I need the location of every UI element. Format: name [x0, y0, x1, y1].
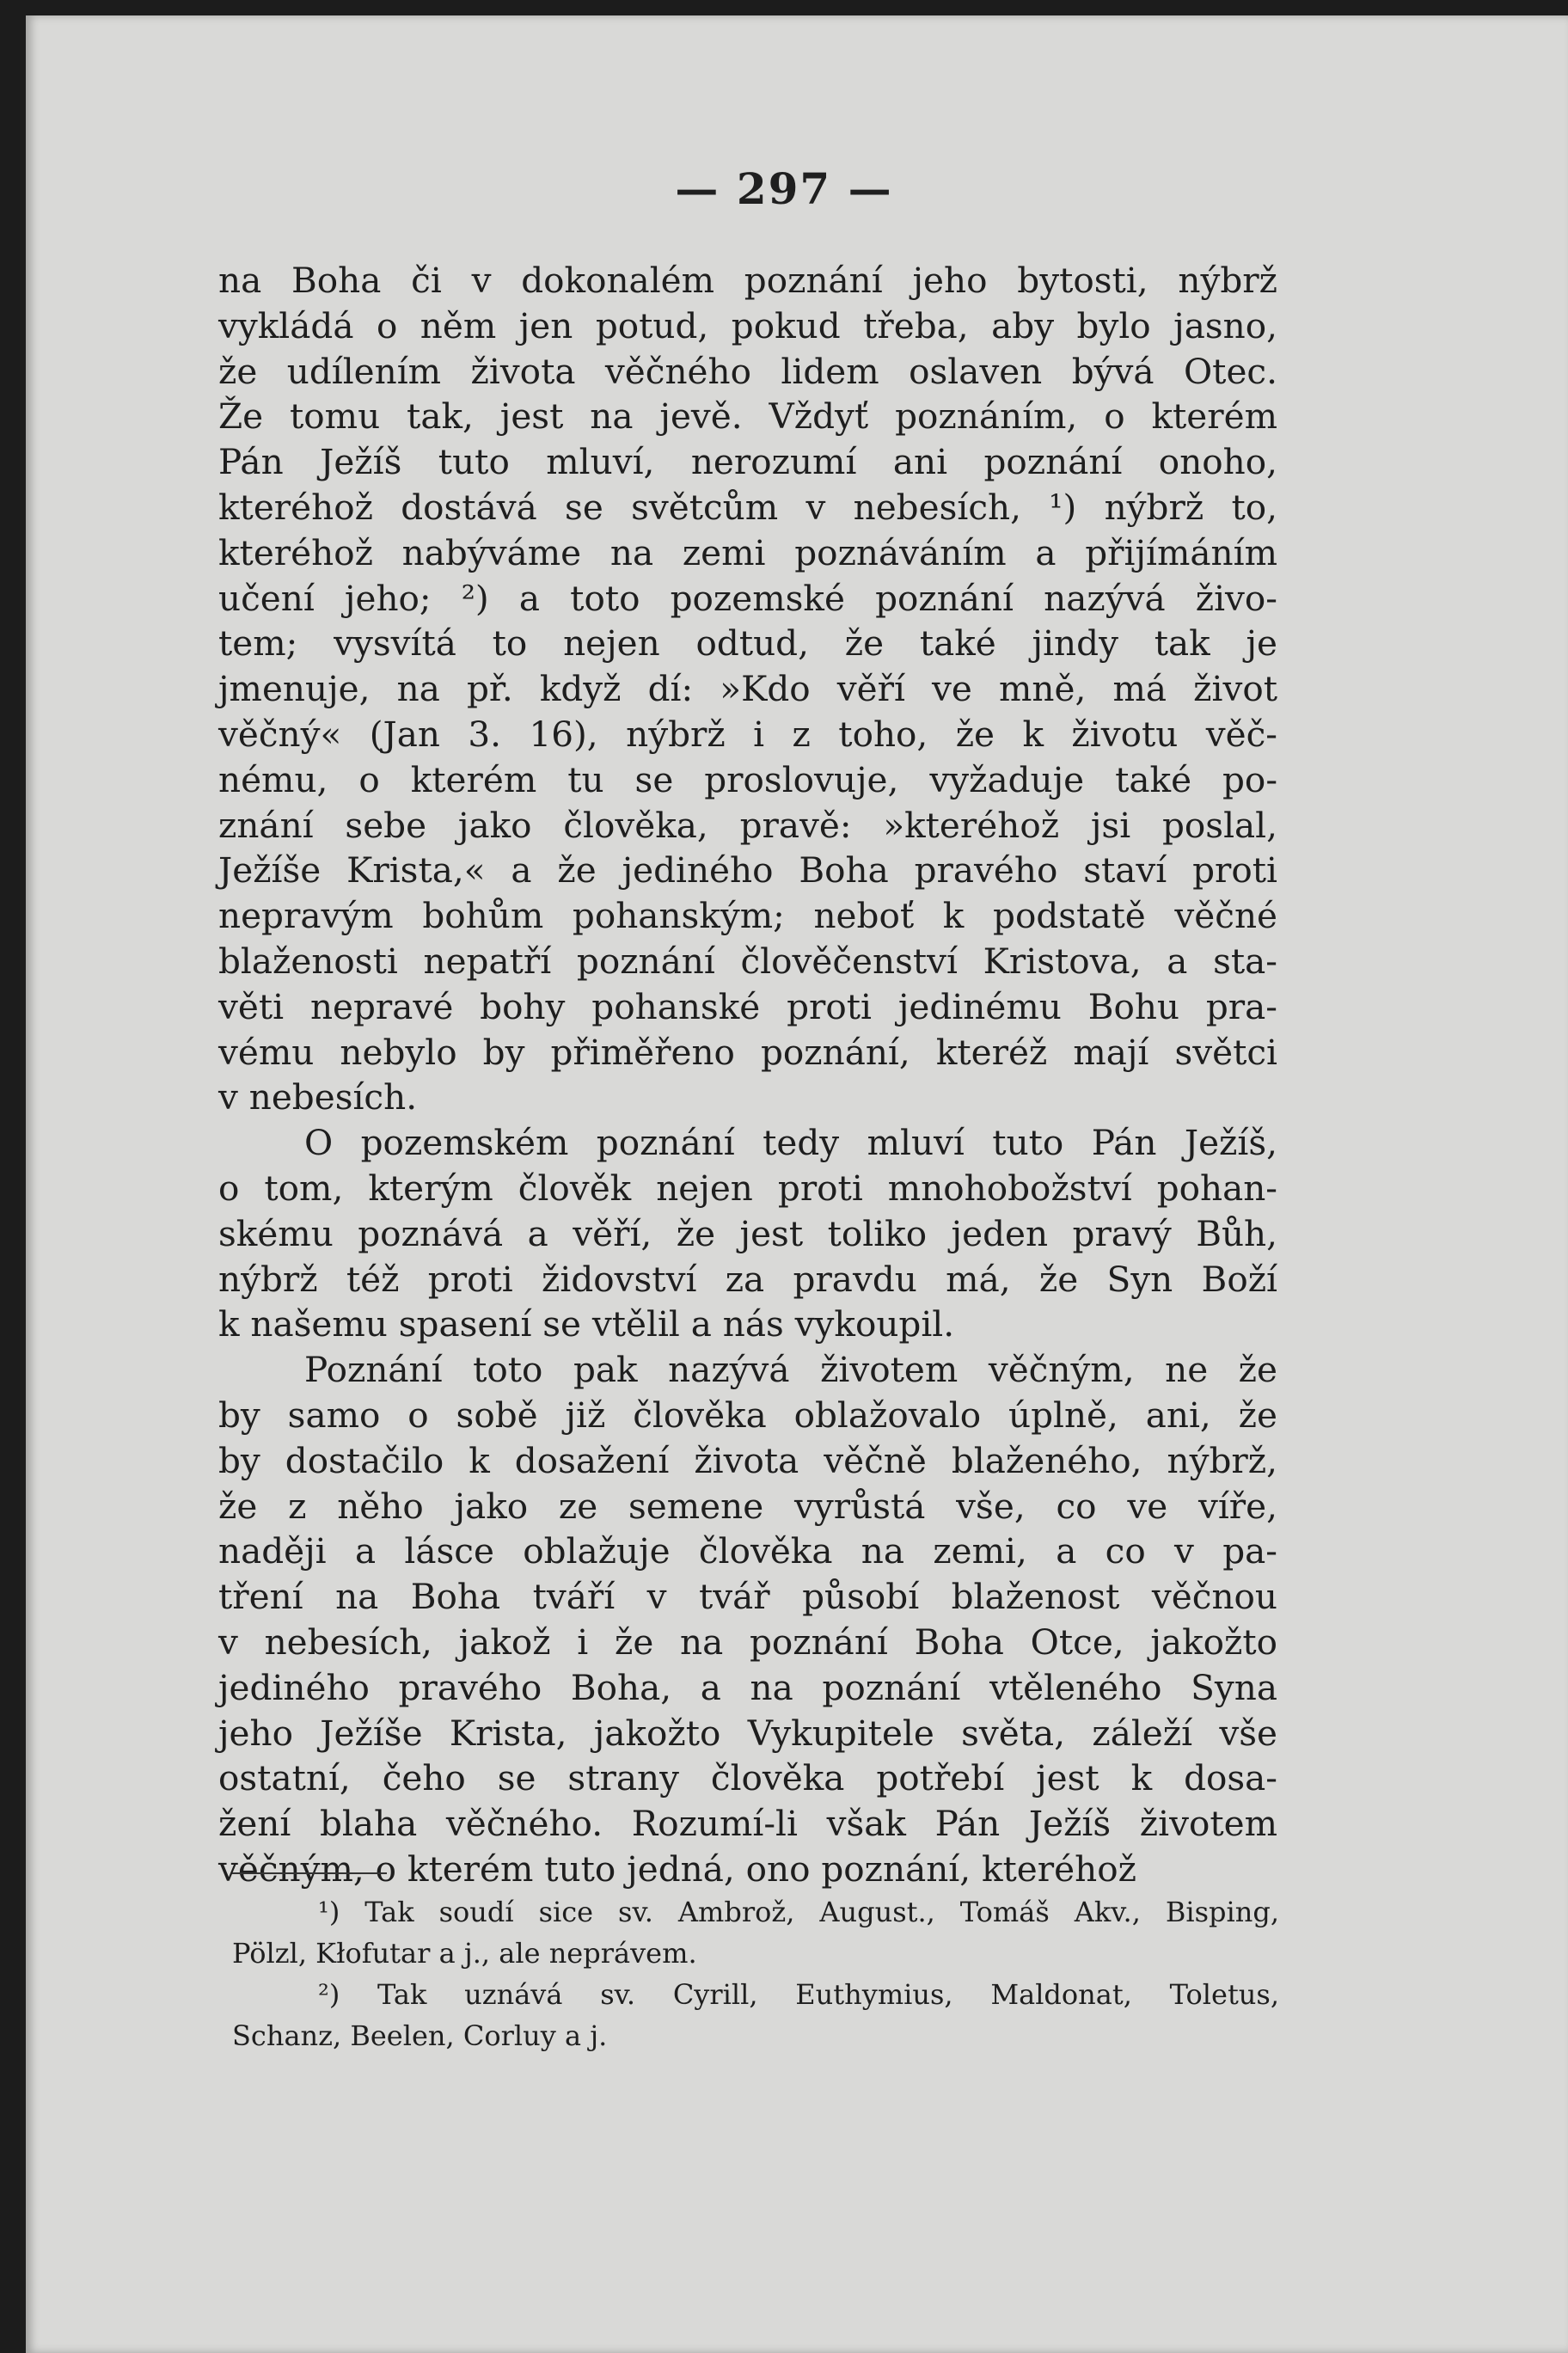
- text-line: vému nebylo by přiměřeno poznání, kteréž mají světci: [218, 1031, 1277, 1073]
- text-line: tem; vysvítá to nejen odtud, že také jindy tak je: [218, 622, 1277, 665]
- text-line: Poznání toto pak nazývá životem věčným, ne že: [304, 1349, 1277, 1391]
- text-line: učení jeho; ²) a toto pozemské poznání nazývá živo-: [218, 577, 1277, 619]
- text-line: věti nepravé bohy pohanské proti jedinému Bohu pra-: [218, 985, 1277, 1027]
- text-line: kteréhož nabýváme na zemi poznáváním a přijímáním: [218, 531, 1277, 573]
- footnote-line: Pölzl, Kłofutar a j., ale neprávem.: [232, 1937, 697, 1970]
- paragraph: [218, 258, 1277, 1120]
- footnote: [232, 1891, 1279, 1974]
- text-line: na Boha či v dokonalém poznání jeho bytosti, nýbrž: [218, 260, 1277, 301]
- text-line: k našemu spasení se vtělil a nás vykoupil.: [218, 1303, 955, 1345]
- text-line: nému, o kterém tu se proslovuje, vyžaduje také po-: [218, 758, 1277, 800]
- text-line: věčným, o kterém tuto jedná, ono poznání, kteréhož: [218, 1847, 1136, 1890]
- text-line: jmenuje, na př. když dí: »Kdo věří ve mně, má život: [218, 668, 1277, 710]
- footnote-line: ¹) Tak soudí sice sv. Ambrož, August., Tomáš Akv., Bisping,: [318, 1896, 1279, 1928]
- page-number: — 297 —: [675, 163, 893, 214]
- text-line: kteréhož dostává se světcům v nebesích, ¹) nýbrž to,: [218, 486, 1277, 528]
- text-line: o tom, kterým člověk nejen proti mnohobožství pohan-: [218, 1167, 1277, 1209]
- text-line: Pán Ježíš tuto mluví, nerozumí ani poznání onoho,: [218, 441, 1277, 483]
- footnote: [232, 1974, 1279, 2056]
- text-line: vykládá o něm jen potud, pokud třeba, aby bylo jasno,: [218, 304, 1277, 346]
- text-line: O pozemském poznání tedy mluví tuto Pán Ježíš,: [304, 1122, 1277, 1164]
- text-line: ostatní, čeho se strany člověka potřebí jest k dosa-: [218, 1757, 1277, 1799]
- text-line: znání sebe jako člověka, pravě: »kteréhož jsi poslal,: [218, 804, 1277, 846]
- paragraph: [218, 1120, 1277, 1347]
- text-line: Ježíše Krista,« a že jediného Boha pravého staví proti: [218, 849, 1277, 892]
- text-line: žení blaha věčného. Rozumí-li však Pán Ježíš životem: [218, 1803, 1277, 1845]
- text-line: Že tomu tak, jest na jevě. Vždyť poznáním, o kterém: [218, 395, 1277, 438]
- text-line: blaženosti nepatří poznání člověčenství Kristova, a sta-: [218, 940, 1277, 982]
- footnote-line: ²) Tak uznává sv. Cyrill, Euthymius, Maldonat, Toletus,: [318, 1978, 1279, 2011]
- main-text: [218, 258, 1277, 1892]
- text-line: naději a lásce oblažuje člověka na zemi, a co v pa-: [218, 1530, 1277, 1572]
- text-line: tření na Boha tváří v tvář působí blaženost věčnou: [218, 1576, 1277, 1618]
- footnotes: [232, 1891, 1279, 2056]
- text-line: nepravým bohům pohanským; neboť k podstatě věčné: [218, 895, 1277, 937]
- paragraph: [218, 1347, 1277, 1892]
- text-line: v nebesích.: [218, 1076, 418, 1118]
- text-line: skému poznává a věří, že jest toliko jeden pravý Bůh,: [218, 1212, 1277, 1254]
- text-line: že z něho jako ze semene vyrůstá vše, co ve víře,: [218, 1485, 1277, 1527]
- text-line: nýbrž též proti židovství za pravdu má, že Syn Boží: [218, 1258, 1277, 1300]
- text-line: že udílením života věčného lidem oslaven bývá Otec.: [218, 350, 1277, 392]
- text-line: věčný« (Jan 3. 16), nýbrž i z toho, že k životu věč-: [218, 713, 1277, 755]
- footnote-separator: [232, 1872, 387, 1874]
- text-line: by dostačilo k dosažení života věčně blaženého, nýbrž,: [218, 1439, 1277, 1481]
- text-line: v nebesích, jakož i že na poznání Boha Otce, jakožto: [218, 1621, 1277, 1663]
- text-line: by samo o sobě již člověka oblažovalo úplně, ani, že: [218, 1394, 1277, 1436]
- text-line: jeho Ježíše Krista, jakožto Vykupitele světa, záleží vše: [218, 1712, 1277, 1754]
- text-line: jediného pravého Boha, a na poznání vtěleného Syna: [218, 1666, 1277, 1708]
- footnote-line: Schanz, Beelen, Corluy a j.: [232, 2019, 608, 2052]
